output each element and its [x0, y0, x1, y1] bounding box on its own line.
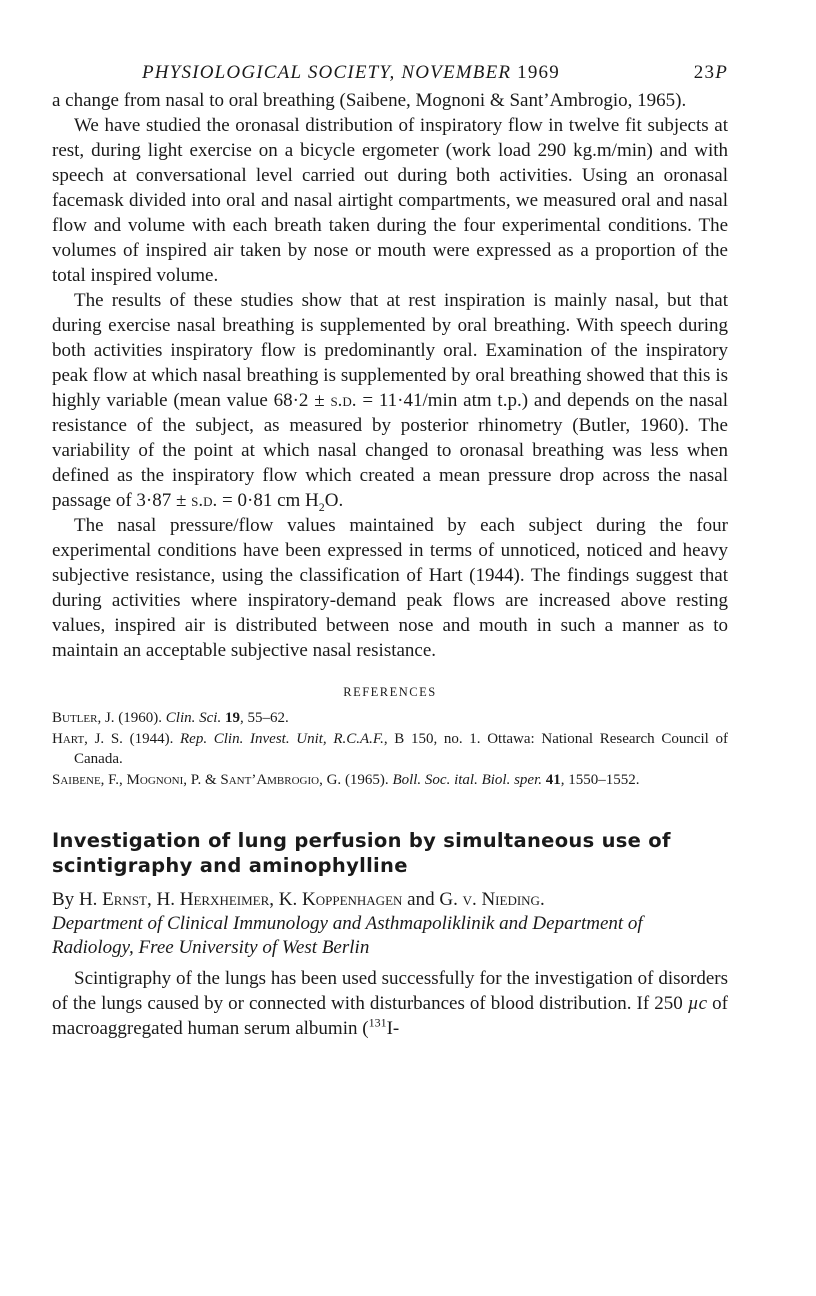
conclusion-paragraph: The nasal pressure/flow values maintained by each subject during the four experimental conditions have been expressed in terms of unnoticed, noticed and heavy subjective resistance, using the classification of Hart (1944). The findings suggest that during activities where inspiratory-demand peak flows are increased above resting values, inspired air is distributed between nose and mouth in such a manner as to maintain an acceptable subjective nasal resistance.: [52, 515, 728, 661]
running-head: [52, 62, 728, 88]
reference-item: Hart, J. S. (1944). Rep. Clin. Invest. Unit, R.C.A.F., B 150, no. 1. Ottawa: National Research Council of Canada.: [52, 731, 728, 767]
running-head-title: [142, 62, 560, 84]
journal-year: 1969: [517, 62, 560, 83]
continuation-paragraph: a change from nasal to oral breathing (Saibene, Mognoni & Sant’Ambrogio, 1965).: [52, 90, 687, 111]
reference-item: Saibene, F., Mognoni, P. & Sant’Ambrogio, G. (1965). Boll. Soc. ital. Biol. sper. 41, 1550–1552.: [52, 772, 640, 788]
methods-paragraph: We have studied the oronasal distribution of inspiratory flow in twelve fit subjects at rest, during light exercise on a bicycle ergometer (work load 290 kg.m/min) and with speech at conversational level carried out during both activities. Using an oronasal facemask divided into oral and nasal airtight compartments, we measured oral and nasal flow and volume with each breath taken during the four experimental conditions. The volumes of inspired air taken by nose or mouth were expressed as a proportion of the total inspired volume.: [52, 115, 728, 286]
reference-item: Butler, J. (1960). Clin. Sci. 19, 55–62.: [52, 710, 289, 726]
journal-page: [52, 62, 728, 1041]
author-byline: By H. Ernst, H. Herxheimer, K. Koppenhagen and G. v. Nieding.: [52, 889, 545, 910]
author-affiliation: Department of Clinical Immunology and Asthmapoliklinik and Department of Radiology, Free University of West Berlin: [52, 913, 643, 958]
results-paragraph: The results of these studies show that at rest inspiration is mainly nasal, but that during exercise nasal breathing is supplemented by oral breathing. With speech during both activities inspiratory flow is predominantly oral. Examination of the inspiratory peak flow at which nasal breathing is supplemented by oral breathing showed that this is highly variable (mean value 68·2 ± s.d. = 11·41/min atm t.p.) and depends on the nasal resistance of the subject, as measured by posterior rhinometry (Butler, 1960). The variability of the point at which nasal changed to oronasal breathing was less when defined as the inspiratory flow which created a mean pressure drop across the nasal passage of 3·87 ± s.d. = 0·81 cm $H_2O$.: [52, 290, 728, 514]
references-heading: REFERENCES: [343, 685, 437, 699]
page-number: 23P: [693, 62, 728, 83]
intro-paragraph: Scintigraphy of the lungs has been used successfully for the investigation of disorders of the lungs caused by or connected with disturbances of blood distribution. If 250 µc of macroaggregated human serum albumin ($^{131}$I-: [52, 968, 728, 1039]
journal-name: PHYSIOLOGICAL SOCIETY, NOVEMBER: [142, 62, 512, 83]
article-title: Investigation of lung perfusion by simultaneous use of scintigraphy and aminophylline: [52, 829, 671, 877]
